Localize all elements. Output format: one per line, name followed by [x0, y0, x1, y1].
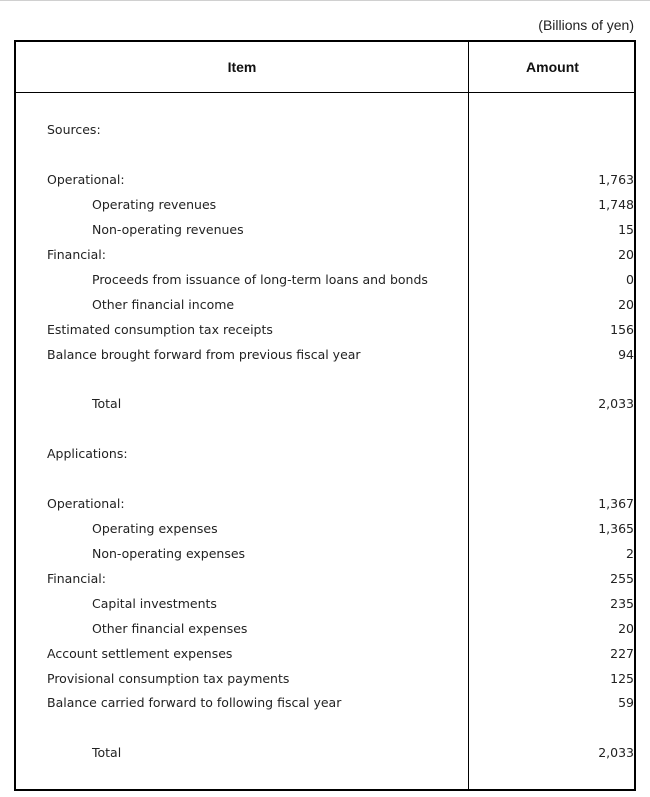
table-row [16, 343, 636, 367]
row-label: Operational: [47, 172, 125, 187]
row-value: 20 [618, 247, 634, 262]
row-value: 2,033 [598, 396, 634, 411]
row-value: 59 [618, 695, 634, 710]
header-divider [16, 92, 634, 93]
row-label: Capital investments [92, 596, 217, 611]
total-row-applications [16, 741, 636, 765]
row-value: 1,748 [598, 197, 634, 212]
row-label: Non-operating revenues [92, 222, 244, 237]
row-label: Account settlement expenses [47, 646, 233, 661]
row-value: 125 [610, 671, 634, 686]
table-row [16, 293, 636, 317]
column-header-item: Item [227, 59, 257, 75]
table-row [16, 268, 636, 292]
row-label: Financial: [47, 571, 106, 586]
table-row [16, 243, 636, 267]
top-divider [0, 0, 650, 1]
row-label: Operating expenses [92, 521, 218, 536]
row-label: Operational: [47, 496, 125, 511]
row-label: Proceeds from issuance of long-term loans and bonds [92, 272, 428, 287]
row-value: 255 [610, 571, 634, 586]
row-label: Other financial expenses [92, 621, 248, 636]
unit-note: (Billions of yen) [538, 17, 634, 33]
row-label: Sources: [47, 122, 101, 137]
row-value: 227 [610, 646, 634, 661]
table-row [16, 642, 636, 666]
table-row [16, 318, 636, 342]
row-label: Financial: [47, 247, 106, 262]
row-label: Total [92, 745, 122, 760]
row-label: Provisional consumption tax payments [47, 671, 290, 686]
row-value: 1,365 [598, 521, 634, 536]
funds-table [14, 40, 636, 791]
total-row-sources [16, 392, 636, 416]
row-value: 0 [626, 272, 634, 287]
row-value: 15 [618, 222, 634, 237]
table-row [16, 667, 636, 691]
row-value: 20 [618, 621, 634, 636]
table-row [16, 691, 636, 715]
table-row [16, 592, 636, 616]
row-value: 94 [618, 347, 634, 362]
row-label: Balance carried forward to following fiscal year [47, 695, 342, 710]
row-value: 2 [626, 546, 634, 561]
row-label: Non-operating expenses [92, 546, 246, 561]
row-value: 2,033 [598, 745, 634, 760]
row-label: Estimated consumption tax receipts [47, 322, 273, 337]
table-row [16, 542, 636, 566]
column-header-amount: Amount [526, 59, 579, 75]
row-label: Applications: [47, 446, 128, 461]
row-label: Operating revenues [92, 197, 217, 212]
row-value: 20 [618, 297, 634, 312]
table-row [16, 168, 636, 192]
table-row [16, 193, 636, 217]
table-row [16, 218, 636, 242]
row-value: 156 [610, 322, 634, 337]
section-heading-sources [16, 118, 636, 142]
table-row [16, 517, 636, 541]
table-row [16, 567, 636, 591]
row-label: Other financial income [92, 297, 235, 312]
table-row [16, 492, 636, 516]
row-label: Total [92, 396, 122, 411]
row-value: 1,763 [598, 172, 634, 187]
row-value: 235 [610, 596, 634, 611]
table-row [16, 617, 636, 641]
section-heading-applications [16, 442, 636, 466]
row-label: Balance brought forward from previous fiscal year [47, 347, 361, 362]
row-value: 1,367 [598, 496, 634, 511]
